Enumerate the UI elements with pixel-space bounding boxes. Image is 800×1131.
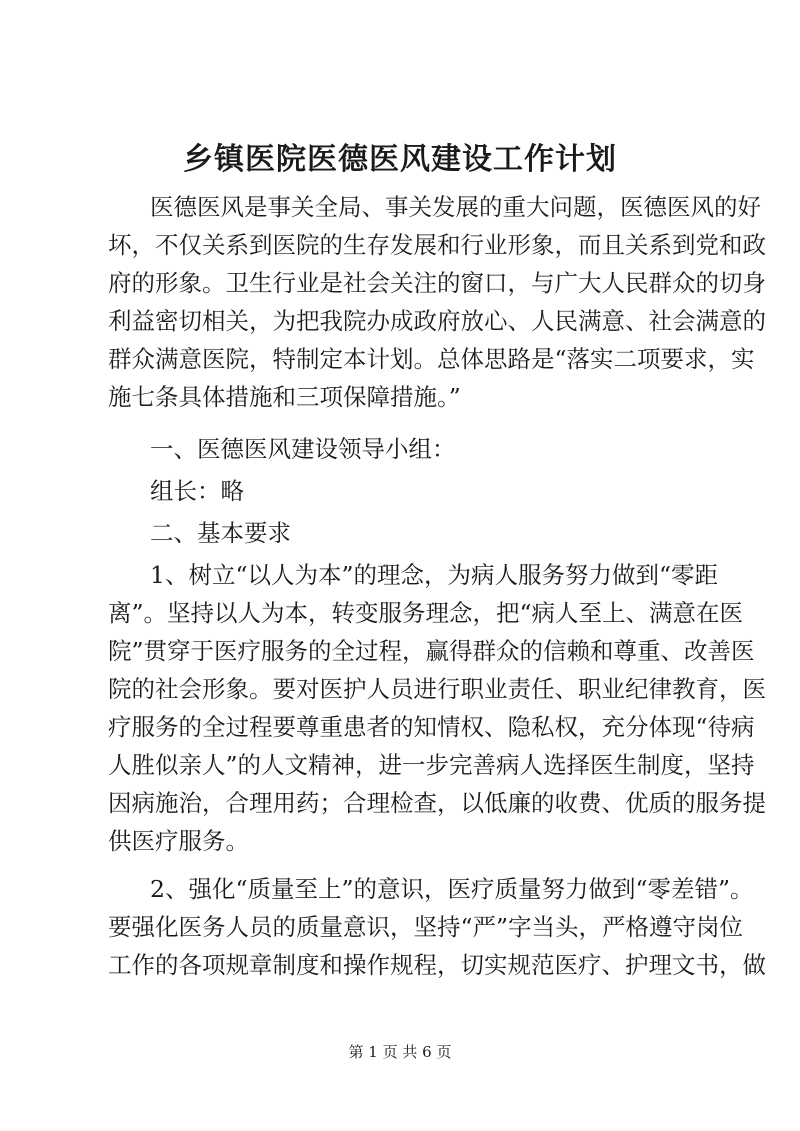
paragraph-line-11: 离”。坚持以人为本，转变服务理念，把“病人至上、满意在医	[108, 599, 744, 627]
paragraph-line-19: 要强化医务人员的质量意识，坚持“严”字当头，严格遵守岗位	[108, 913, 744, 941]
section-heading-2: 二、基本要求	[150, 519, 291, 547]
leader-line: 组长：略	[150, 477, 244, 505]
paragraph-line-18: 2、强化“质量至上”的意识，医疗质量努力做到“零差错”。	[150, 875, 754, 903]
paragraph-line-16: 因病施治，合理用药；合理检查，以低廉的收费、优质的服务提	[108, 789, 766, 817]
paragraph-line-1: 医德医风是事关全局、事关发展的重大问题，医德医风的好	[150, 193, 761, 221]
paragraph-line-20: 工作的各项规章制度和操作规程，切实规范医疗、护理文书，做	[108, 951, 766, 979]
paragraph-line-5: 群众满意医院，特制定本计划。总体思路是“落实二项要求，实	[108, 345, 755, 373]
paragraph-line-10: 1、树立“以人为本”的理念，为病人服务努力做到“零距	[150, 561, 718, 589]
paragraph-line-3: 府的形象。卫生行业是社会关注的窗口，与广大人民群众的切身	[108, 269, 766, 297]
paragraph-line-17: 供医疗服务。	[108, 827, 249, 855]
paragraph-line-15: 人胜似亲人”的人文精神，进一步完善病人选择医生制度，坚持	[108, 751, 755, 779]
document-title: 乡镇医院医德医风建设工作计划	[183, 142, 617, 177]
paragraph-line-6: 施七条具体措施和三项保障措施。”	[108, 383, 461, 411]
paragraph-line-13: 院的社会形象。要对医护人员进行职业责任、职业纪律教育，医	[108, 675, 766, 703]
paragraph-line-4: 利益密切相关，为把我院办成政府放心、人民满意、社会满意的	[108, 307, 766, 335]
paragraph-line-14: 疗服务的全过程要尊重患者的知情权、隐私权，充分体现“待病	[108, 713, 755, 741]
paragraph-line-12: 院”贯穿于医疗服务的全过程，赢得群众的信赖和尊重、改善医	[108, 637, 755, 665]
paragraph-line-2: 坏，不仅关系到医院的生存发展和行业形象，而且关系到党和政	[108, 231, 766, 259]
section-heading-1: 一、医德医风建设领导小组：	[150, 435, 456, 463]
page-number-footer: 第 1 页 共 6 页	[348, 1043, 452, 1061]
